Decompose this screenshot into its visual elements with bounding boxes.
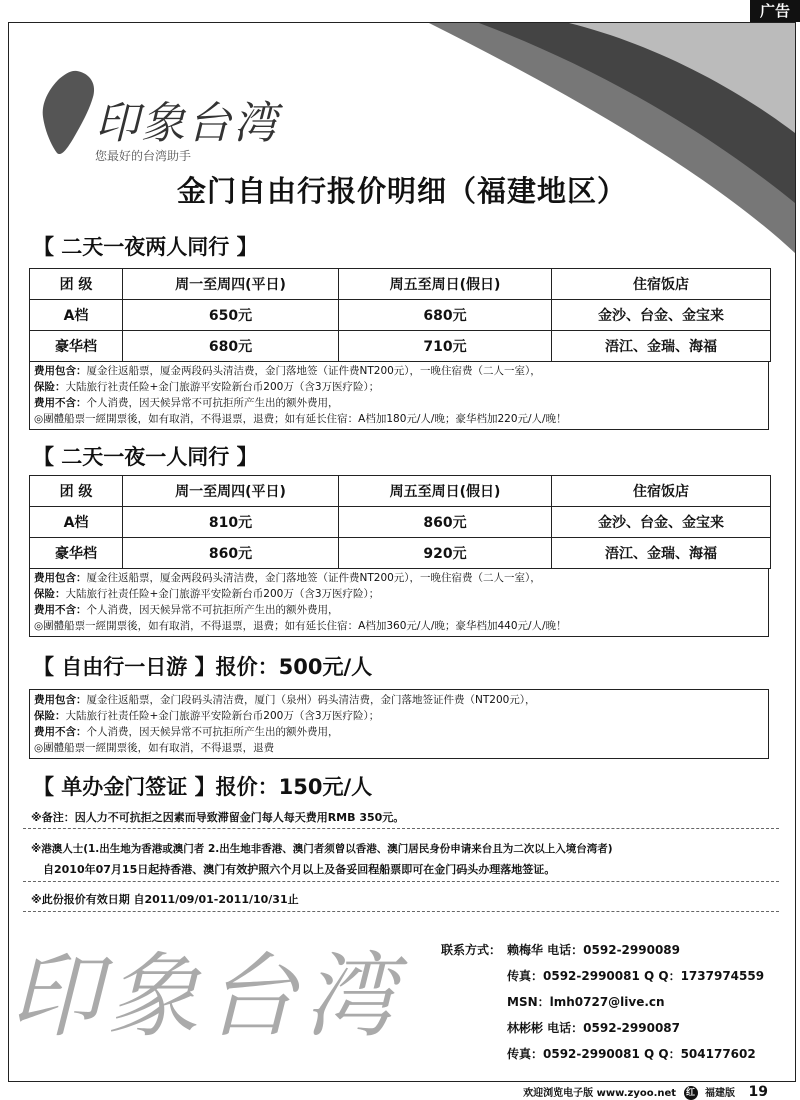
divider (23, 911, 779, 912)
divider (23, 881, 779, 882)
table-cell: A档 (30, 300, 123, 331)
header-cell: 周一至周四(平日) (123, 476, 339, 507)
footer-edition: 福建版 (705, 1088, 736, 1099)
note-line (34, 395, 768, 411)
note-line (34, 570, 768, 586)
note-text: 个人消费，因天候异常不可抗拒所产生出的额外费用， (86, 604, 339, 616)
table-cell: A档 (30, 507, 123, 538)
contact-line: 传真：0592-2990081 Q Q：1737974559 (507, 969, 765, 983)
note-text: 大陆旅行社责任险+金门旅游平安险新台币200万（含3万医疗险）； (65, 588, 380, 600)
advert-frame (8, 22, 796, 1082)
note-text: 大陆旅行社责任险+金门旅游平安险新台币200万（含3万医疗险）； (65, 710, 380, 722)
table-cell: 650元 (123, 300, 339, 331)
note-label: 费用不含： (34, 397, 87, 409)
tour2-title: 【 二天一夜一人同行 】 (33, 445, 258, 469)
note-text: 厦金往返船票，厦金两段码头清洁费，金门落地签（证件费NT200元），一晚住宿费（二人一室）， (86, 365, 541, 377)
table-cell: 860元 (123, 538, 339, 569)
note-label: 费用包含： (34, 365, 87, 377)
logo-text: 印象台湾 (95, 98, 279, 149)
note-text: ◎團體船票一經開票後，如有取消，不得退票，退费 (34, 742, 275, 754)
note-label: 费用包含： (34, 694, 87, 706)
table-row (30, 538, 771, 569)
note-text: ◎團體船票一經開票後，如有取消，不得退票，退费；如有延长住宿：A档加360元/人/晚；豪华档加440元/人/晚！ (34, 620, 567, 632)
contact-line: 传真：0592-2990081 Q Q：504177602 (507, 1047, 756, 1061)
table-cell: 浯江、金瑞、海福 (552, 331, 771, 362)
note-label: 费用不含： (34, 604, 87, 616)
divider (23, 828, 779, 829)
header-cell: 周五至周日(假日) (339, 269, 552, 300)
table-cell: 680元 (123, 331, 339, 362)
tour2-notes (29, 568, 769, 637)
main-title: 金门自由行报价明细（福建地区） (176, 174, 627, 208)
note-text: 大陆旅行社责任险+金门旅游平安险新台币200万（含3万医疗险）； (65, 381, 380, 393)
tour3-title: 【 自由行一日游 】报价：500元/人 (33, 655, 373, 679)
header-cell: 团 级 (30, 476, 123, 507)
note-text: 个人消费，因天候异常不可抗拒所产生出的额外费用， (86, 397, 339, 409)
table-cell: 金沙、台金、金宝来 (552, 507, 771, 538)
note-label: 保险： (34, 381, 66, 393)
note-line (34, 586, 768, 602)
remark-note: ※备注：因人力不可抗拒之因素而导致滞留金门每人每天费用RMB 350元。 (31, 811, 405, 824)
note-label: 保险： (34, 588, 66, 600)
contact-line: 赖梅华 电话：0592-2990089 (507, 943, 681, 957)
table-cell: 浯江、金瑞、海福 (552, 538, 771, 569)
ad-tag: 广告 (750, 0, 800, 22)
taiwan-map-icon (39, 69, 99, 159)
contact-line: MSN：lmh0727@live.cn (507, 995, 665, 1009)
header-cell: 周五至周日(假日) (339, 476, 552, 507)
contact-line: 林彬彬 电话：0592-2990087 (507, 1021, 681, 1035)
note-text: 厦金往返船票，厦金两段码头清洁费，金门落地签（证件费NT200元），一晚住宿费（二人一室）， (86, 572, 541, 584)
table-cell: 810元 (123, 507, 339, 538)
table-cell: 710元 (339, 331, 552, 362)
contact-label: 联系方式： (441, 943, 502, 957)
tour1-notes (29, 361, 769, 430)
tour3-notes (29, 689, 769, 759)
note-label: 费用不含： (34, 726, 87, 738)
logo-signature: 印象台湾 (9, 943, 402, 1050)
tour2-price-table (29, 475, 771, 569)
header-cell: 住宿饭店 (552, 269, 771, 300)
note-line (34, 708, 768, 724)
table-cell: 豪华档 (30, 331, 123, 362)
table-header-row (30, 476, 771, 507)
note-line (34, 363, 768, 379)
table-cell: 920元 (339, 538, 552, 569)
tour1-price-table (29, 268, 771, 362)
remark-validity: ※此份报价有效日期 自2011/09/01-2011/10/31止 (31, 893, 299, 906)
table-row (30, 507, 771, 538)
note-line (34, 724, 768, 740)
note-text: 个人消费，因天候异常不可抗拒所产生出的额外费用， (86, 726, 339, 738)
visa-title: 【 单办金门签证 】报价：150元/人 (33, 775, 373, 799)
table-cell: 860元 (339, 507, 552, 538)
table-cell: 金沙、台金、金宝来 (552, 300, 771, 331)
note-text: 厦金往返船票，金门段码头清洁费，厦门（泉州）码头清洁费，金门落地签证件费（NT200元）， (86, 694, 536, 706)
page-footer (523, 1084, 768, 1100)
remark-hk-line2: 自2010年07月15日起持香港、澳门有效护照六个月以上及备妥回程船票即可在金门码头办理落地签证。 (43, 863, 556, 876)
note-line (34, 740, 768, 756)
tour1-title: 【 二天一夜两人同行 】 (33, 235, 258, 259)
seal-icon: 红 (684, 1086, 698, 1100)
note-line (34, 379, 768, 395)
table-row (30, 300, 771, 331)
note-line (34, 618, 768, 634)
table-header-row (30, 269, 771, 300)
header-cell: 住宿饭店 (552, 476, 771, 507)
note-line (34, 602, 768, 618)
footer-text: 欢迎浏览电子版 www.zyoo.net (523, 1088, 677, 1099)
note-line (34, 692, 768, 708)
page-number: 19 (748, 1084, 768, 1100)
remark-hk-line1: ※港澳人士(1.出生地为香港或澳门者 2.出生地非香港、澳门者须曾以香港、澳门居民身份申请来台且为二次以上入境台湾者) (31, 843, 613, 855)
table-row (30, 331, 771, 362)
table-cell: 豪华档 (30, 538, 123, 569)
note-label: 费用包含： (34, 572, 87, 584)
note-text: ◎團體船票一經開票後，如有取消，不得退票，退费；如有延长住宿：A档加180元/人/晚；豪华档加220元/人/晚！ (34, 413, 567, 425)
note-line (34, 411, 768, 427)
logo-slogan: 您最好的台湾助手 (95, 149, 192, 163)
header-cell: 团 级 (30, 269, 123, 300)
table-cell: 680元 (339, 300, 552, 331)
note-label: 保险： (34, 710, 66, 722)
header-cell: 周一至周四(平日) (123, 269, 339, 300)
